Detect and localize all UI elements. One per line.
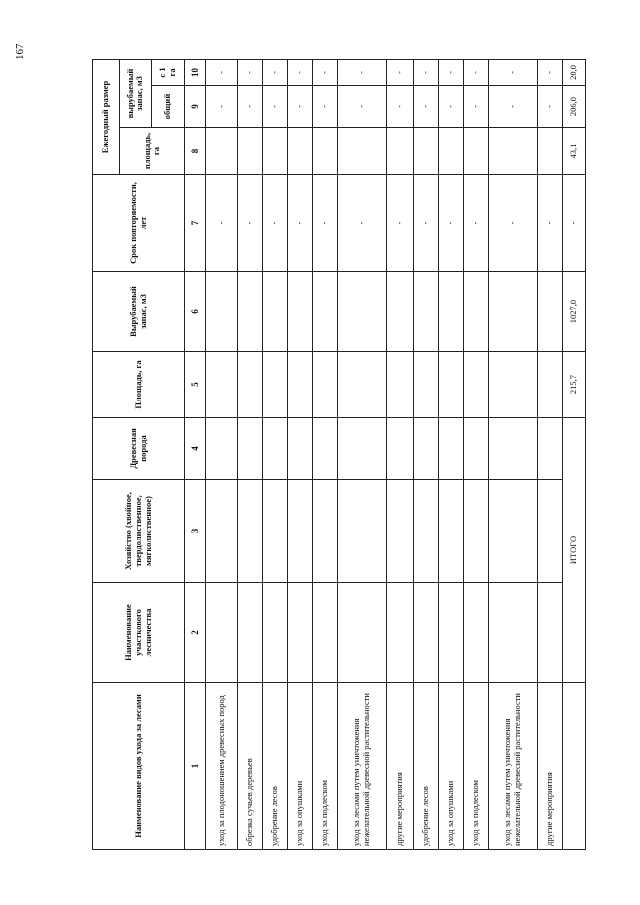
volume-per-ha-cell: - bbox=[237, 59, 262, 85]
header-forestry: Наименование участкового лесничества bbox=[93, 583, 185, 683]
col-number: 7 bbox=[185, 175, 206, 272]
volume-total-cell: - bbox=[386, 86, 413, 128]
repeat-cell: - bbox=[237, 175, 262, 272]
volume-per-ha-cell: - bbox=[413, 59, 438, 85]
repeat-cell: - bbox=[537, 175, 562, 272]
col-number: 1 bbox=[185, 683, 206, 850]
table-row bbox=[386, 59, 413, 849]
header-species: Древесная порода bbox=[93, 418, 185, 480]
care-type-cell: обрезка сучьев деревьев bbox=[237, 683, 262, 850]
volume-per-ha-cell: - bbox=[288, 59, 313, 85]
col-number: 8 bbox=[185, 128, 206, 175]
rotated-table-container bbox=[92, 60, 586, 850]
total-area: 215,7 bbox=[562, 352, 585, 418]
col-number: 3 bbox=[185, 480, 206, 583]
volume-total-cell: - bbox=[489, 86, 537, 128]
volume-total-cell: - bbox=[262, 86, 287, 128]
volume-total-cell: - bbox=[464, 86, 489, 128]
col-number: 5 bbox=[185, 352, 206, 418]
table-row bbox=[262, 59, 287, 849]
total-annual-volume: 206,0 bbox=[562, 86, 585, 128]
total-label: ИТОГО bbox=[562, 418, 585, 683]
repeat-cell: - bbox=[413, 175, 438, 272]
care-type-cell: уход за подлеском bbox=[464, 683, 489, 850]
care-type-cell: уход за плодоношением древесных пород bbox=[206, 683, 237, 850]
repeat-cell: - bbox=[262, 175, 287, 272]
care-type-cell: другие мероприятия bbox=[537, 683, 562, 850]
repeat-cell: - bbox=[464, 175, 489, 272]
header-annual-size: Ежегодный размер bbox=[93, 59, 120, 174]
header-economy: Хозяйство (хвойное, твердолиственное, мягколиственное) bbox=[93, 480, 185, 583]
volume-per-ha-cell: - bbox=[262, 59, 287, 85]
volume-total-cell: - bbox=[313, 86, 338, 128]
total-volume-per-ha: 20,0 bbox=[562, 59, 585, 85]
volume-total-cell: - bbox=[288, 86, 313, 128]
table-row bbox=[489, 59, 537, 849]
col-number: 2 bbox=[185, 583, 206, 683]
col-number: 9 bbox=[185, 86, 206, 128]
table-row bbox=[439, 59, 464, 849]
table-row bbox=[206, 59, 237, 849]
care-type-cell: уход за подлеском bbox=[313, 683, 338, 850]
header-care-type: Наименование видов ухода за лесами bbox=[93, 683, 185, 850]
page-number: 167 bbox=[14, 43, 26, 60]
volume-total-cell: - bbox=[237, 86, 262, 128]
total-annual-area: 43,1 bbox=[562, 128, 585, 175]
volume-per-ha-cell: - bbox=[338, 59, 386, 85]
forest-care-table bbox=[92, 59, 586, 850]
volume-per-ha-cell: - bbox=[206, 59, 237, 85]
total-volume: 1027,0 bbox=[562, 272, 585, 352]
repeat-cell: - bbox=[386, 175, 413, 272]
care-type-cell: уход за лесами путем уничтожения нежелательной древесной растительности bbox=[489, 683, 537, 850]
header-annual-volume: вырубаемый запас, м3 bbox=[120, 59, 151, 127]
table-row bbox=[237, 59, 262, 849]
care-type-cell: удобрение лесов bbox=[262, 683, 287, 850]
table-row bbox=[537, 59, 562, 849]
col-number: 6 bbox=[185, 272, 206, 352]
volume-total-cell: - bbox=[537, 86, 562, 128]
care-type-cell: уход за опушками bbox=[439, 683, 464, 850]
header-annual-area: площадь, га bbox=[120, 128, 185, 175]
table-row bbox=[313, 59, 338, 849]
repeat-cell: - bbox=[489, 175, 537, 272]
table-row bbox=[338, 59, 386, 849]
col-number: 4 bbox=[185, 418, 206, 480]
volume-per-ha-cell: - bbox=[489, 59, 537, 85]
volume-per-ha-cell: - bbox=[537, 59, 562, 85]
care-type-cell: уход за лесами путем уничтожения нежелательной древесной растительности bbox=[338, 683, 386, 850]
repeat-cell: - bbox=[338, 175, 386, 272]
volume-per-ha-cell: - bbox=[439, 59, 464, 85]
care-type-cell: удобрение лесов bbox=[413, 683, 438, 850]
total-row bbox=[562, 59, 585, 849]
table-row bbox=[464, 59, 489, 849]
volume-total-cell: - bbox=[206, 86, 237, 128]
care-type-cell: другие мероприятия bbox=[386, 683, 413, 850]
volume-per-ha-cell: - bbox=[386, 59, 413, 85]
table-row bbox=[288, 59, 313, 849]
header-annual-total: общий bbox=[151, 86, 185, 128]
repeat-cell: - bbox=[206, 175, 237, 272]
header-volume: Вырубаемый запас, м3 bbox=[93, 272, 185, 352]
repeat-cell: - bbox=[288, 175, 313, 272]
header-area: Площадь, га bbox=[93, 352, 185, 418]
care-type-cell: уход за опушками bbox=[288, 683, 313, 850]
col-number: 10 bbox=[185, 59, 206, 85]
volume-per-ha-cell: - bbox=[313, 59, 338, 85]
header-per-ha: с 1 га bbox=[151, 59, 185, 85]
total-repeat: - bbox=[562, 175, 585, 272]
table-row bbox=[413, 59, 438, 849]
volume-total-cell: - bbox=[439, 86, 464, 128]
column-number-row bbox=[185, 59, 206, 849]
header-repeat-period: Срок повторяемости, лет bbox=[93, 175, 185, 272]
repeat-cell: - bbox=[313, 175, 338, 272]
volume-total-cell: - bbox=[413, 86, 438, 128]
volume-per-ha-cell: - bbox=[464, 59, 489, 85]
volume-total-cell: - bbox=[338, 86, 386, 128]
repeat-cell: - bbox=[439, 175, 464, 272]
